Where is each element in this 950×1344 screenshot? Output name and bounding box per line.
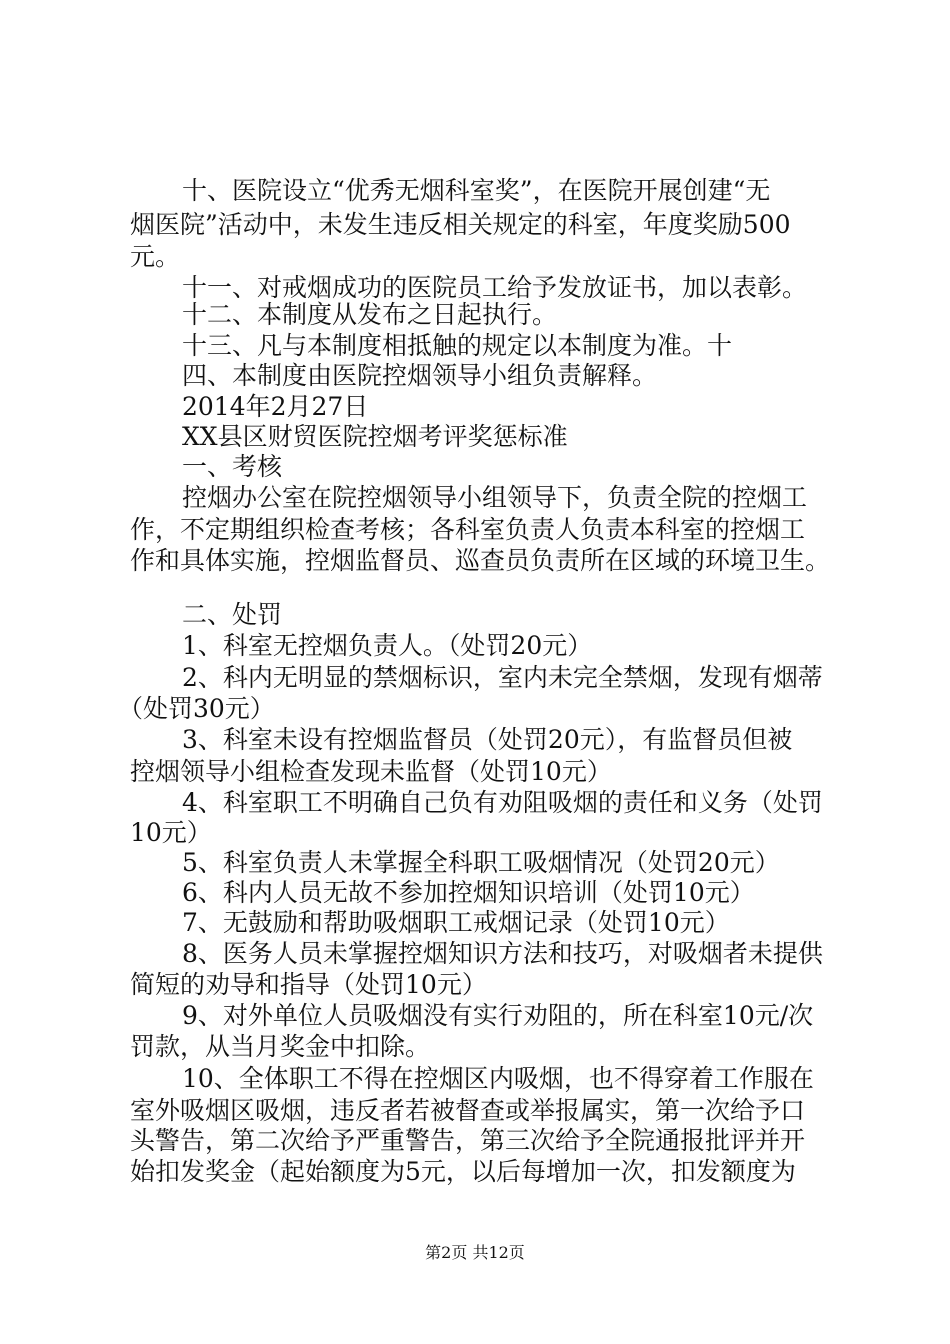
text-line: 十一、对戒烟成功的医院员工给予发放证书，加以表彰。: [182, 273, 808, 302]
text-line: 十、医院设立“优秀无烟科室奖”，在医院开展创建“无: [182, 176, 771, 205]
text-line: 十二、本制度从发布之日起执行。: [182, 300, 558, 329]
list-item: 控烟领导小组检查发现未监督（处罚10元）: [130, 757, 612, 786]
section-heading: 二、处罚: [182, 600, 283, 629]
text-line: 控烟办公室在院控烟领导小组领导下，负责全院的控烟工: [182, 483, 808, 512]
text-line: 作和具体实施，控烟监督员、巡查员负责所在区域的环境卫生。: [130, 546, 831, 575]
list-item: 8、医务人员未掌握控烟知识方法和技巧，对吸烟者未提供: [182, 939, 823, 968]
list-item: 4、科室职工不明确自己负有劝阻吸烟的责任和义务（处罚: [182, 788, 823, 817]
list-item: 7、无鼓励和帮助吸烟职工戒烟记录（处罚10元）: [182, 908, 730, 937]
section-heading: 一、考核: [182, 452, 283, 481]
list-item: 简短的劝导和指导（处罚10元）: [130, 970, 487, 999]
list-item: （处罚30元）: [118, 694, 275, 723]
text-line: 元。: [130, 242, 181, 271]
list-item: 1、科室无控烟负责人。（处罚20元）: [182, 631, 593, 660]
list-item: 5、科室负责人未掌握全科职工吸烟情况（处罚20元）: [182, 848, 780, 877]
list-item: 始扣发奖金（起始额度为5元，以后每增加一次，扣发额度为: [130, 1157, 796, 1186]
text-line: 烟医院”活动中，未发生违反相关规定的科室，年度奖励500: [130, 210, 791, 239]
list-item: 10、全体职工不得在控烟区内吸烟，也不得穿着工作服在: [182, 1064, 814, 1093]
text-line: 四、本制度由医院控烟领导小组负责解释。: [182, 361, 658, 390]
text-line: 作，不定期组织检查考核；各科室负责人负责本科室的控烟工: [130, 515, 806, 544]
list-item: 头警告，第二次给予严重警告，第三次给予全院通报批评并开: [130, 1126, 806, 1155]
list-item: 10元）: [130, 818, 212, 847]
section-title: XX县区财贸医院控烟考评奖惩标准: [182, 422, 568, 451]
list-item: 室外吸烟区吸烟，违反者若被督查或举报属实，第一次给予口: [130, 1096, 806, 1125]
list-item: 3、科室未设有控烟监督员（处罚20元），有监督员但被: [182, 725, 793, 754]
list-item: 6、科内人员无故不参加控烟知识培训（处罚10元）: [182, 878, 755, 907]
text-line: 十三、凡与本制度相抵触的规定以本制度为准。十: [182, 331, 733, 360]
document-date: 2014年2月27日: [182, 392, 369, 421]
page-number: 第2页 共12页: [425, 1243, 525, 1262]
list-item: 9、对外单位人员吸烟没有实行劝阻的，所在科室10元/次: [182, 1001, 814, 1030]
list-item: 罚款，从当月奖金中扣除。: [130, 1032, 431, 1061]
list-item: 2、科内无明显的禁烟标识，室内未完全禁烟，发现有烟蒂: [182, 663, 823, 692]
